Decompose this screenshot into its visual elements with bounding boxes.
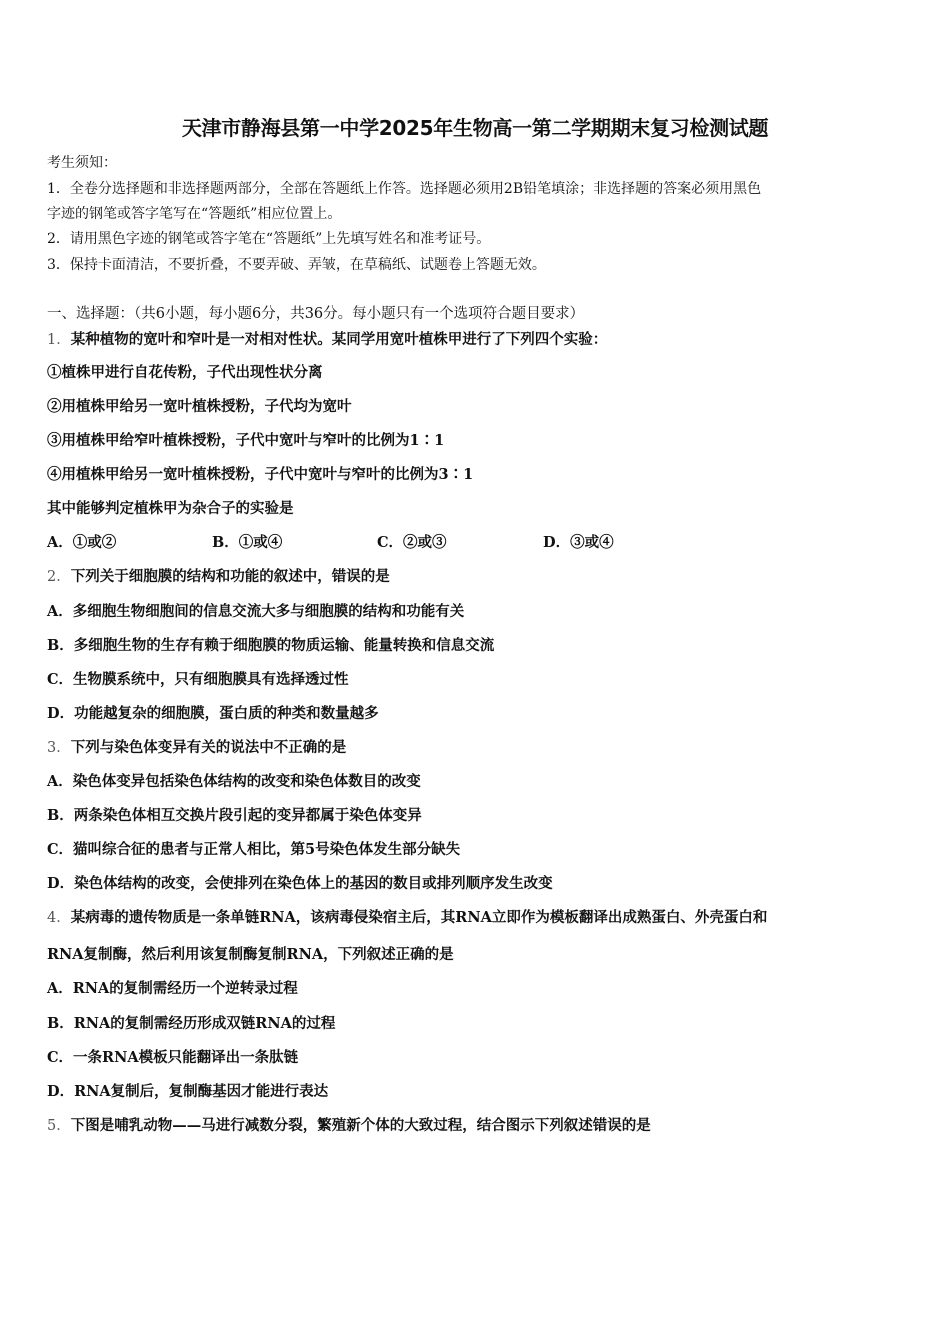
q4-option-a: A．RNA的复制需经历一个逆转录过程 bbox=[47, 980, 298, 997]
q3-option-b: B．两条染色体相互交换片段引起的变异都属于染色体变异 bbox=[47, 807, 422, 824]
q1-experiment-2: ②用植株甲给另一宽叶植株授粉，子代均为宽叶 bbox=[47, 398, 352, 415]
q1-option-a: A．①或② bbox=[47, 534, 117, 551]
q4-option-c: C．一条RNA模板只能翻译出一条肽链 bbox=[47, 1049, 299, 1066]
question-stem: 下图是哺乳动物——马进行减数分裂，繁殖新个体的大致过程，结合图示下列叙述错误的是 bbox=[70, 1117, 651, 1134]
q3-option-d: D．染色体结构的改变，会使排列在染色体上的基因的数目或排列顺序发生改变 bbox=[47, 875, 553, 892]
q2-option-c: C．生物膜系统中，只有细胞膜具有选择透过性 bbox=[47, 671, 349, 688]
q1-option-b: B．①或④ bbox=[212, 534, 283, 551]
q1-option-d: D．③或④ bbox=[543, 534, 614, 551]
question-number: 1． bbox=[47, 332, 71, 348]
question-number: 2． bbox=[47, 569, 71, 585]
notice-item-2: 2．请用黑色字迹的钢笔或答字笔在“答题纸”上先填写姓名和准考证号。 bbox=[47, 231, 491, 247]
question-5 bbox=[47, 1114, 651, 1135]
q1-experiment-1: ①植株甲进行自花传粉，子代出现性状分离 bbox=[47, 364, 323, 381]
question-stem: 下列与染色体变异有关的说法中不正确的是 bbox=[70, 739, 347, 756]
question-4 bbox=[47, 906, 767, 927]
notice-item-3: 3．保持卡面清洁，不要折叠，不要弄破、弄皱，在草稿纸、试题卷上答题无效。 bbox=[47, 257, 546, 273]
q3-option-a: A．染色体变异包括染色体结构的改变和染色体数目的改变 bbox=[47, 773, 421, 790]
q1-option-c: C．②或③ bbox=[377, 534, 447, 551]
question-stem: 某病毒的遗传物质是一条单链RNA，该病毒侵染宿主后，其RNA立即作为模板翻译出成熟蛋白、外壳蛋白和 bbox=[70, 909, 768, 926]
question-stem: 某种植物的宽叶和窄叶是一对相对性状。某同学用宽叶植株甲进行了下列四个实验： bbox=[70, 331, 608, 348]
notice-item-1-line-2: 字迹的钢笔或答字笔写在“答题纸”相应位置上。 bbox=[47, 206, 342, 222]
question-number: 5． bbox=[47, 1118, 71, 1134]
section-heading: 一、选择题：（共6小题，每小题6分，共36分。每小题只有一个选项符合题目要求） bbox=[47, 306, 585, 322]
notice-heading: 考生须知： bbox=[47, 155, 117, 171]
q2-option-d: D．功能越复杂的细胞膜，蛋白质的种类和数量越多 bbox=[47, 705, 379, 722]
notice-item-1-line-1: 1．全卷分选择题和非选择题两部分，全部在答题纸上作答。选择题必须用2B铅笔填涂；非选择题的答案必须用黑色 bbox=[47, 181, 762, 197]
q1-experiment-4: ④用植株甲给另一宽叶植株授粉，子代中宽叶与窄叶的比例为3∶1 bbox=[47, 466, 474, 483]
q2-option-a: A．多细胞生物细胞间的信息交流大多与细胞膜的结构和功能有关 bbox=[47, 603, 465, 620]
question-number: 4． bbox=[47, 910, 71, 926]
q3-option-c: C．猫叫综合征的患者与正常人相比，第5号染色体发生部分缺失 bbox=[47, 841, 461, 858]
q1-ask: 其中能够判定植株甲为杂合子的实验是 bbox=[47, 500, 294, 517]
q1-experiment-3: ③用植株甲给窄叶植株授粉，子代中宽叶与窄叶的比例为1∶1 bbox=[47, 432, 445, 449]
question-2 bbox=[47, 565, 390, 586]
question-number: 3． bbox=[47, 740, 71, 756]
q4-option-d: D．RNA复制后，复制酶基因才能进行表达 bbox=[47, 1083, 329, 1100]
q4-stem-line-2: RNA复制酶，然后利用该复制酶复制RNA，下列叙述正确的是 bbox=[47, 946, 454, 963]
question-3 bbox=[47, 736, 346, 757]
q4-option-b: B．RNA的复制需经历形成双链RNA的过程 bbox=[47, 1015, 336, 1032]
q2-option-b: B．多细胞生物的生存有赖于细胞膜的物质运输、能量转换和信息交流 bbox=[47, 637, 495, 654]
question-1 bbox=[47, 328, 607, 349]
exam-title: 天津市静海县第一中学2025年生物高一第二学期期末复习检测试题 bbox=[181, 116, 769, 140]
question-stem: 下列关于细胞膜的结构和功能的叙述中，错误的是 bbox=[70, 568, 390, 585]
